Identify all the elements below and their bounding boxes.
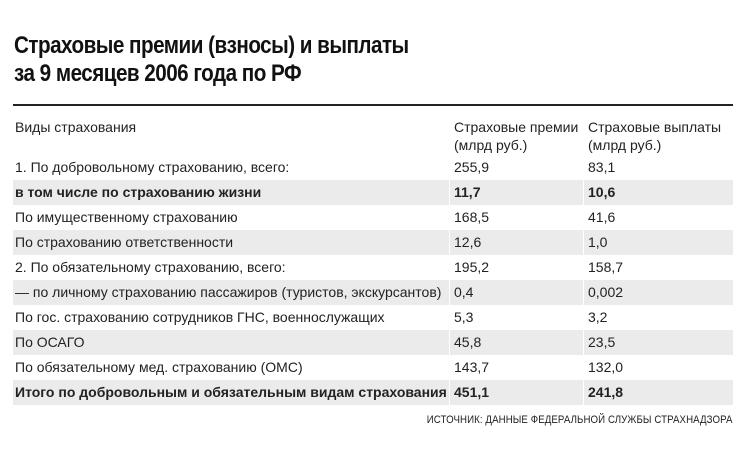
table-header: [13, 111, 733, 155]
row-label: 1. По добровольному страхованию, всего:: [15, 159, 290, 175]
column-divider: [449, 280, 450, 305]
table-row: [13, 230, 733, 255]
row-label: — по личному страхованию пассажиров (туристов, экскурсантов): [15, 284, 442, 300]
header-payouts-line2: (млрд руб.): [588, 137, 662, 153]
row-label: По имущественному страхованию: [15, 209, 238, 225]
row-label: Итого по добровольным и обязательным видам страхования: [15, 384, 447, 400]
column-divider: [583, 280, 584, 305]
table-row: [13, 305, 733, 330]
top-rule: [13, 104, 733, 106]
header-type: [15, 118, 136, 136]
title-line-2: за 9 месяцев 2006 года по РФ: [14, 60, 302, 87]
row-premiums: 255,9: [454, 159, 490, 175]
column-divider: [449, 330, 450, 355]
row-premiums: 143,7: [454, 359, 490, 375]
row-payouts: 132,0: [588, 359, 624, 375]
title-line-1: Страховые премии (взносы) и выплаты: [14, 32, 409, 59]
header-premiums-line2: (млрд руб.): [454, 137, 528, 153]
row-payouts: 1,0: [588, 234, 608, 250]
row-label: По ОСАГО: [15, 334, 85, 350]
header-premiums-line1: Страховые премии: [454, 119, 579, 135]
row-premiums: 0,4: [454, 284, 474, 300]
header-payouts-line1: Страховые выплаты: [588, 119, 722, 135]
row-payouts: 3,2: [588, 309, 608, 325]
column-divider: [583, 180, 584, 205]
row-payouts: 23,5: [588, 334, 616, 350]
row-label: По обязательному мед. страхованию (ОМС): [15, 359, 303, 375]
table-row-total: [13, 380, 733, 405]
row-payouts: 0,002: [588, 284, 624, 300]
column-divider: [583, 230, 584, 255]
column-divider: [449, 230, 450, 255]
row-premiums: 451,1: [454, 384, 490, 400]
row-premiums: 11,7: [454, 184, 481, 200]
table-row: [13, 330, 733, 355]
row-payouts: 10,6: [588, 184, 616, 200]
column-divider: [449, 180, 450, 205]
column-divider: [583, 330, 584, 355]
row-label: По гос. страхованию сотрудников ГНС, военнослужащих: [15, 309, 385, 325]
column-divider: [449, 380, 450, 405]
table-row: [13, 280, 733, 305]
table-row: [13, 180, 733, 205]
source-note: ИСТОЧНИК: ДАННЫЕ ФЕДЕРАЛЬНОЙ СЛУЖБЫ СТРАХНАДЗОРА: [427, 414, 733, 426]
row-payouts: 241,8: [588, 384, 624, 400]
row-premiums: 12,6: [454, 234, 482, 250]
row-payouts: 41,6: [588, 209, 616, 225]
row-premiums: 45,8: [454, 334, 482, 350]
row-premiums: 168,5: [454, 209, 490, 225]
page-title: [14, 32, 633, 88]
table-row: [13, 155, 733, 180]
insurance-table: [13, 111, 733, 405]
row-payouts: 83,1: [588, 159, 616, 175]
row-label: 2. По обязательному страхованию, всего:: [15, 259, 286, 275]
table-row: [13, 255, 733, 280]
header-payouts: [588, 118, 721, 154]
row-premiums: 5,3: [454, 309, 474, 325]
table-row: [13, 205, 733, 230]
row-payouts: 158,7: [588, 259, 624, 275]
table-row: [13, 355, 733, 380]
header-type-label: Виды страхования: [15, 119, 137, 135]
row-premiums: 195,2: [454, 259, 490, 275]
row-label: По страхованию ответственности: [15, 234, 234, 250]
row-label: в том числе по страхованию жизни: [15, 184, 262, 200]
header-premiums: [454, 118, 578, 154]
column-divider: [583, 380, 584, 405]
